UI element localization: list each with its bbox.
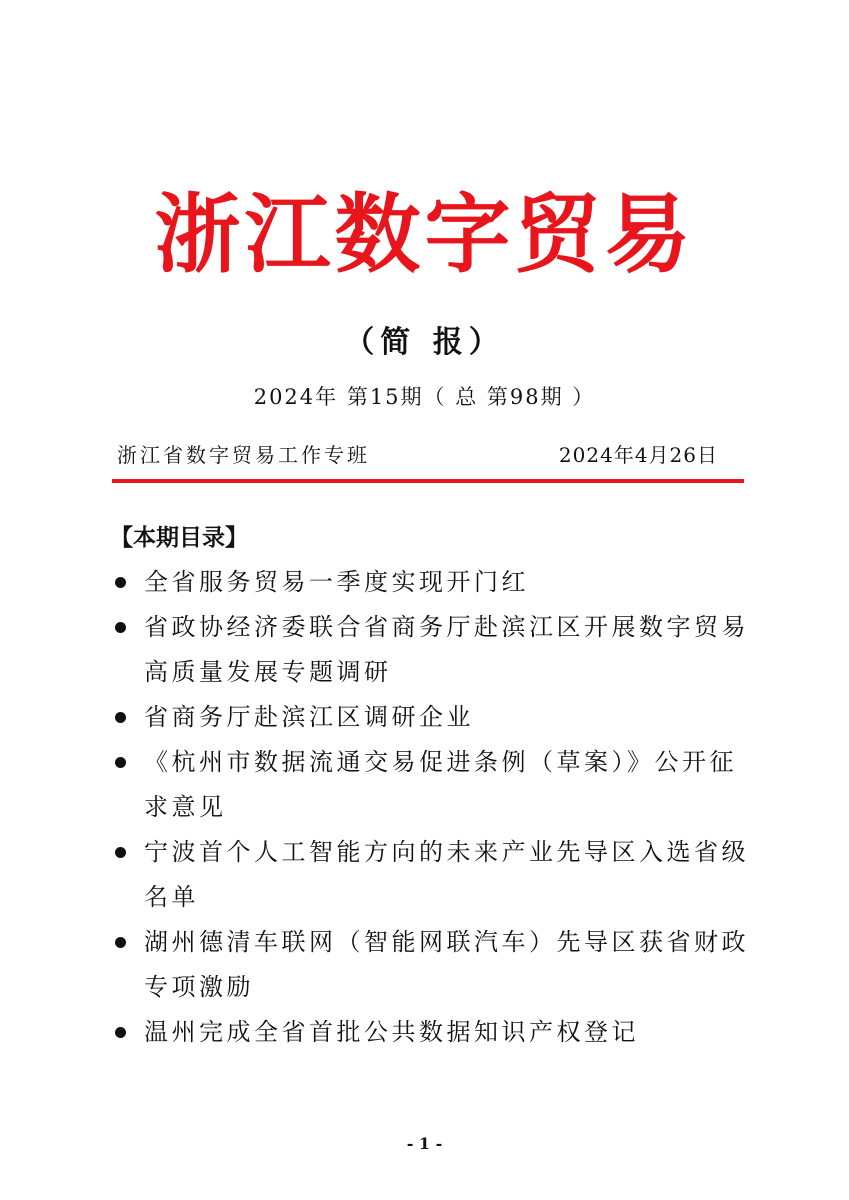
toc-item-text: 全省服务贸易一季度实现开门红 xyxy=(144,568,529,596)
toc-item xyxy=(112,830,752,920)
bullet-icon xyxy=(115,757,126,768)
issuer: 浙江省数字贸易工作专班 xyxy=(117,443,370,467)
bullet-icon xyxy=(115,937,126,948)
red-divider xyxy=(112,479,744,483)
issue-date: 2024年4月26日 xyxy=(558,443,718,467)
toc-item-text: 宁波首个人工智能方向的未来产业先导区入选省级名单 xyxy=(144,838,749,911)
toc-item-text: 湖州德清车联网（智能网联汽车）先导区获省财政专项激励 xyxy=(144,928,749,1001)
toc-item-text: 省商务厅赴滨江区调研企业 xyxy=(144,703,474,731)
toc-item xyxy=(112,1010,752,1055)
toc-heading: 【本期目录】 xyxy=(110,525,248,551)
issue-number: 2024年 第15期（ 总 第98期 ） xyxy=(253,385,596,409)
bullet-icon xyxy=(115,622,126,633)
toc-item xyxy=(112,605,752,695)
bulletin-subtitle: （简 报） xyxy=(344,325,505,360)
page-number: - 1 - xyxy=(406,1134,443,1153)
bullet-icon xyxy=(115,847,126,858)
bullet-icon xyxy=(115,712,126,723)
masthead-title: 浙江数字贸易 xyxy=(154,184,695,285)
toc-item xyxy=(112,695,752,740)
toc-item-text: 省政协经济委联合省商务厅赴滨江区开展数字贸易高质量发展专题调研 xyxy=(144,613,749,686)
bullet-icon xyxy=(115,1027,126,1038)
toc-item-text: 温州完成全省首批公共数据知识产权登记 xyxy=(144,1018,639,1046)
toc-list xyxy=(112,560,752,1055)
toc-item xyxy=(112,560,752,605)
toc-item xyxy=(112,740,752,830)
toc-item xyxy=(112,920,752,1010)
toc-item-text: 《杭州市数据流通交易促进条例（草案）》公开征求意见 xyxy=(144,748,737,821)
bullet-icon xyxy=(115,577,126,588)
